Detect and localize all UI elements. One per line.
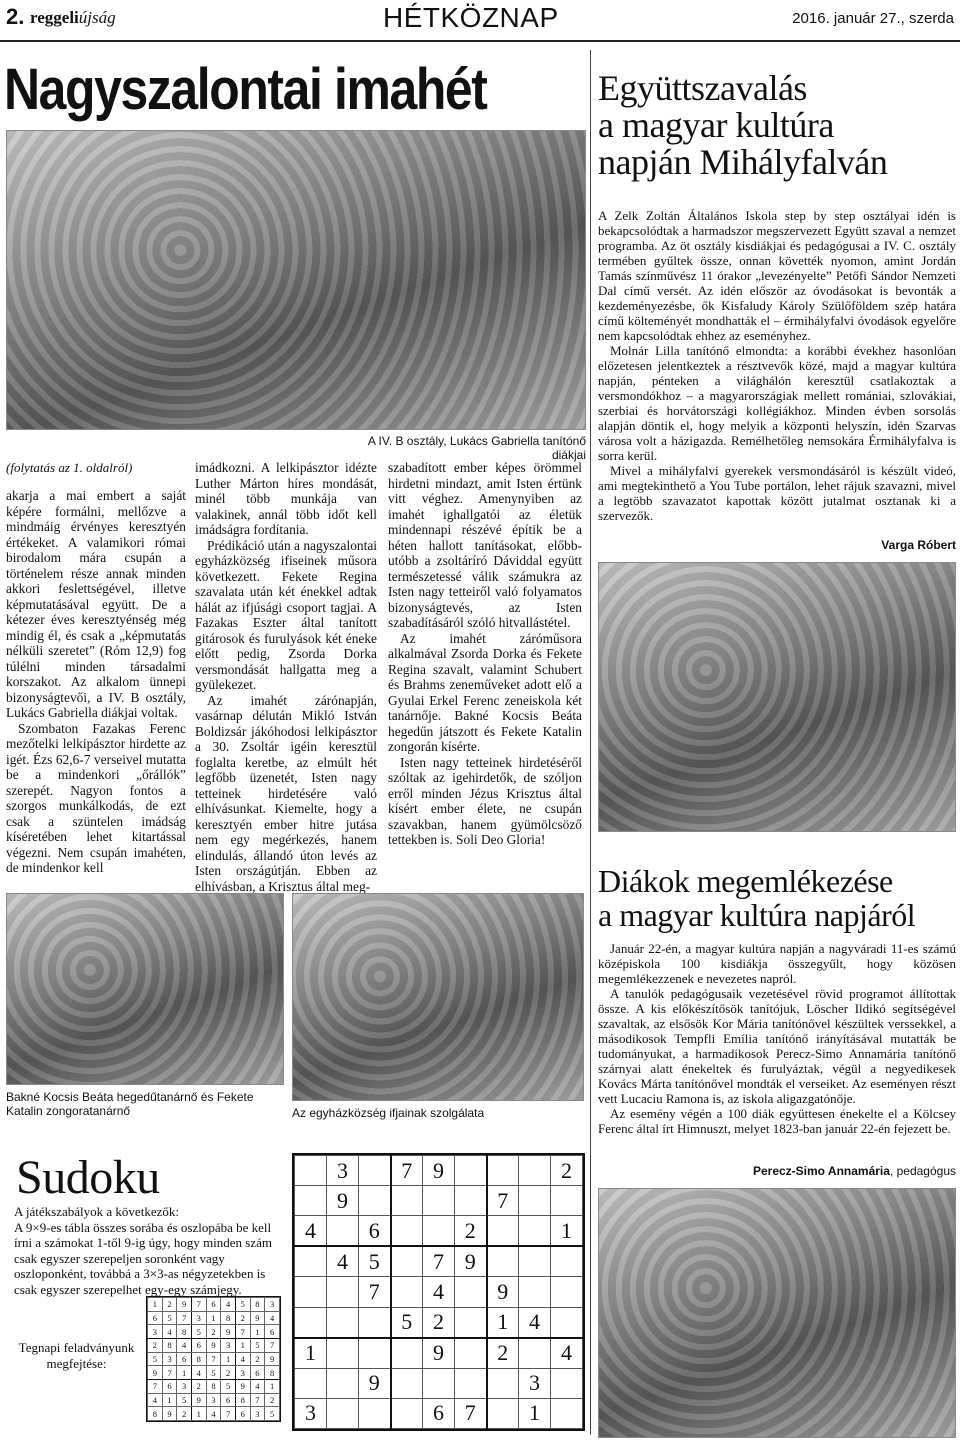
- solution-cell: 5: [221, 1379, 236, 1393]
- sudoku-cell[interactable]: [519, 1216, 551, 1247]
- sudoku-cell[interactable]: 4: [295, 1216, 327, 1247]
- solution-cell: 9: [148, 1366, 163, 1380]
- body-paragraph: Az esemény végén a 100 diák együttesen énekelte el a Kölcsey Ferenc által írt Himnuszt, melyet 1823-ban január 22-én fejezett be.: [598, 1106, 956, 1136]
- sudoku-cell[interactable]: 9: [455, 1246, 487, 1277]
- sudoku-cell[interactable]: [327, 1216, 359, 1247]
- sudoku-cell[interactable]: 9: [487, 1277, 519, 1307]
- title-line: napján Mihályfalván: [598, 142, 888, 182]
- sudoku-cell[interactable]: 7: [455, 1398, 487, 1428]
- sudoku-cell[interactable]: [487, 1368, 519, 1398]
- solution-cell: 4: [162, 1325, 177, 1339]
- sudoku-cell[interactable]: [487, 1398, 519, 1428]
- sudoku-cell[interactable]: 4: [551, 1338, 583, 1369]
- solution-cell: 5: [235, 1298, 250, 1312]
- sudoku-cell[interactable]: [487, 1216, 519, 1247]
- solution-cell: 9: [177, 1298, 192, 1312]
- sudoku-cell[interactable]: 4: [423, 1277, 455, 1307]
- photo-caption-musicians: Bakné Kocsis Beáta hegedűtanárnő és Fekete Katalin zongoratanárnő: [6, 1090, 254, 1118]
- signature-name: Perecz-Simo Annamária: [752, 1164, 890, 1178]
- sudoku-cell[interactable]: [295, 1368, 327, 1398]
- sudoku-cell[interactable]: [327, 1338, 359, 1369]
- sudoku-row: [295, 1186, 583, 1216]
- sudoku-cell[interactable]: [391, 1277, 423, 1307]
- solution-row: [148, 1338, 280, 1352]
- col1-paragraph: akarja a mai embert a saját képére formálni, mellőzve a mindmáig érvényes keresztyén értékeket. A valamikori római birodalom mára csupán a történelem része annak minden akkori feslettségével, illetve képmutatásával együtt. De a kétezer éves keresztyénség még mindig él, és csak a „képmutatás nélküli szeretet” (Róm 12,9) fog túlélni minden társadalmi korszakot. Az alkalom ünnepi bizonyságtevői, a IV. B osztály, Lukács Gabriella diákjai voltak.: [6, 488, 186, 720]
- sudoku-cell[interactable]: 1: [519, 1398, 551, 1428]
- solution-cell: 5: [148, 1352, 163, 1366]
- col3-paragraph: szabadított ember képes örömmel hirdetni mindazt, amit Isten értünk vitt véghez. Amenynyiben az imahét ighallgatói az életük mindennapi részévé építik be a héten hallott tanításokat, előbb-utóbb a zsoltáríró Dáviddal együtt természetessé válik számukra az Isten nagy tetteiről való folyamatos bizonyságtevés, az Isten szabadításáról szóló hitvallástétel.: [388, 460, 582, 630]
- solution-cell: 7: [235, 1325, 250, 1339]
- solution-cell: 5: [191, 1325, 206, 1339]
- sudoku-cell[interactable]: [295, 1246, 327, 1277]
- sudoku-cell[interactable]: [551, 1368, 583, 1398]
- sudoku-cell[interactable]: 7: [423, 1246, 455, 1277]
- sudoku-cell[interactable]: 5: [391, 1307, 423, 1338]
- sudoku-row: [295, 1246, 583, 1277]
- sudoku-cell[interactable]: [487, 1156, 519, 1186]
- sudoku-cell[interactable]: 7: [391, 1156, 423, 1186]
- sudoku-cell[interactable]: [391, 1216, 423, 1247]
- solution-cell: 3: [162, 1352, 177, 1366]
- sudoku-cell[interactable]: [391, 1246, 423, 1277]
- solution-label: Tegnapi feladványunk megfejtése:: [18, 1340, 135, 1371]
- solution-cell: 6: [250, 1366, 265, 1380]
- sudoku-row: [295, 1216, 583, 1247]
- solution-cell: 7: [162, 1366, 177, 1380]
- solution-row: [148, 1352, 280, 1366]
- sudoku-cell[interactable]: [359, 1338, 391, 1369]
- author-signature-2: [598, 1164, 956, 1178]
- solution-cell: 1: [221, 1352, 236, 1366]
- sudoku-cell[interactable]: [327, 1277, 359, 1307]
- solution-cell: 8: [221, 1311, 236, 1325]
- sudoku-cell[interactable]: [455, 1307, 487, 1338]
- solution-cell: 2: [177, 1407, 192, 1421]
- solution-row: [148, 1379, 280, 1393]
- solution-cell: 4: [265, 1311, 280, 1325]
- continued-note: (folytatás az 1. oldalról): [6, 460, 133, 475]
- sudoku-row: [295, 1156, 583, 1186]
- solution-cell: 6: [265, 1325, 280, 1339]
- brand-main: reggeli: [30, 8, 79, 27]
- solution-cell: 2: [250, 1352, 265, 1366]
- solution-cell: 2: [162, 1298, 177, 1312]
- solution-cell: 1: [148, 1298, 163, 1312]
- sudoku-cell[interactable]: 6: [423, 1398, 455, 1428]
- brand-accent: újság: [78, 8, 116, 27]
- solution-cell: 3: [265, 1298, 280, 1312]
- author-signature: Varga Róbert: [881, 538, 956, 552]
- sudoku-puzzle-grid[interactable]: [292, 1153, 585, 1431]
- solution-cell: 2: [191, 1379, 206, 1393]
- solution-cell: 6: [235, 1407, 250, 1421]
- article-column-2: [195, 460, 377, 894]
- solution-cell: 3: [235, 1366, 250, 1380]
- sudoku-cell[interactable]: [359, 1398, 391, 1428]
- sudoku-cell[interactable]: [455, 1368, 487, 1398]
- solution-cell: 9: [191, 1393, 206, 1407]
- solution-cell: 5: [265, 1407, 280, 1421]
- sudoku-cell[interactable]: [423, 1186, 455, 1216]
- solution-cell: 4: [250, 1379, 265, 1393]
- solution-row: [148, 1298, 280, 1312]
- sudoku-cell[interactable]: 9: [423, 1156, 455, 1186]
- sudoku-cell[interactable]: [423, 1368, 455, 1398]
- sudoku-cell[interactable]: [327, 1307, 359, 1338]
- col2-paragraph: Az imahét zárónapján, vasárnap délután Mikló István Boldizsár jákóhodosi lelkipásztor a 30. Zsoltár igéin keresztül foglalta keretbe, az elmúlt hét legfőbb üzenetét, Isten nagy tetteinek hirdetésére való elhívásunkat. Kiemelte, hogy a keresztyén ember hitre jutása nem egy megérkezés, hanem elindulás, állandó úton levés az Isten országútján. Ebben az elhívásban, a Krisztus által meg-: [195, 692, 377, 894]
- sudoku-cell[interactable]: [519, 1246, 551, 1277]
- right-article-2-body: [598, 941, 956, 1161]
- sudoku-cell[interactable]: [327, 1398, 359, 1428]
- solution-row: [148, 1325, 280, 1339]
- sudoku-cell[interactable]: 3: [327, 1156, 359, 1186]
- sudoku-title: Sudoku: [16, 1151, 160, 1204]
- solution-cell: 3: [148, 1325, 163, 1339]
- title-line: a magyar kultúra: [598, 105, 834, 145]
- column-divider: [590, 50, 591, 1435]
- col1-paragraph: Szombaton Fazakas Ferenc mezőtelki lelkipásztor hirdette az igét. Ézs 62,6-7 verseivel mutatta be a mindenkori „őrállók” szerepét. Nagyon fontos a szorgos munkálkodás, de ezt csak a szüntelen imádság kíséretében lehet kitartással végezni. Nem csupán imahéten, de mindenkor kell: [6, 720, 186, 875]
- sudoku-cell[interactable]: [295, 1156, 327, 1186]
- main-article-title: Nagyszalontai imahét: [4, 57, 487, 122]
- title-line: Diákok megemlékezése: [598, 863, 893, 899]
- sudoku-cell[interactable]: 2: [455, 1216, 487, 1247]
- sudoku-cell[interactable]: [359, 1307, 391, 1338]
- solution-cell: 6: [162, 1379, 177, 1393]
- solution-cell: 2: [206, 1325, 221, 1339]
- sudoku-cell[interactable]: [487, 1246, 519, 1277]
- solution-cell: 1: [265, 1379, 280, 1393]
- solution-cell: 1: [191, 1407, 206, 1421]
- solution-row: [148, 1311, 280, 1325]
- solution-cell: 8: [148, 1407, 163, 1421]
- sudoku-cell[interactable]: 4: [519, 1307, 551, 1338]
- sudoku-cell[interactable]: 5: [359, 1246, 391, 1277]
- header-rule: [0, 40, 960, 42]
- solution-cell: 3: [191, 1311, 206, 1325]
- solution-cell: 2: [235, 1311, 250, 1325]
- solution-cell: 3: [206, 1393, 221, 1407]
- sudoku-cell[interactable]: 9: [359, 1368, 391, 1398]
- solution-cell: 4: [206, 1407, 221, 1421]
- sudoku-rules: [14, 1204, 284, 1297]
- solution-cell: 1: [235, 1338, 250, 1352]
- solution-cell: 8: [162, 1338, 177, 1352]
- signature-role: , pedagógus: [889, 1164, 956, 1178]
- right-article-2-title: [598, 864, 958, 932]
- section-title: HÉTKÖZNAP: [383, 2, 559, 33]
- sudoku-cell[interactable]: [519, 1338, 551, 1369]
- sudoku-cell[interactable]: 6: [359, 1216, 391, 1247]
- sudoku-cell[interactable]: 9: [327, 1186, 359, 1216]
- solution-cell: 6: [191, 1338, 206, 1352]
- sudoku-cell[interactable]: [455, 1186, 487, 1216]
- solution-cell: 1: [250, 1325, 265, 1339]
- solution-cell: 5: [177, 1393, 192, 1407]
- solution-cell: 2: [221, 1366, 236, 1380]
- musicians-photo: [6, 893, 284, 1085]
- sudoku-cell[interactable]: [391, 1338, 423, 1369]
- solution-cell: 2: [265, 1393, 280, 1407]
- solution-cell: 1: [162, 1393, 177, 1407]
- solution-cell: 8: [191, 1352, 206, 1366]
- sudoku-cell[interactable]: 4: [327, 1246, 359, 1277]
- sudoku-cell[interactable]: [295, 1307, 327, 1338]
- sudoku-cell[interactable]: [455, 1277, 487, 1307]
- solution-cell: 9: [250, 1311, 265, 1325]
- youth-service-photo: [292, 893, 584, 1101]
- solution-cell: 4: [148, 1393, 163, 1407]
- issue-date: 2016. január 27., szerda: [792, 10, 954, 27]
- solution-cell: 8: [177, 1325, 192, 1339]
- solution-cell: 8: [250, 1298, 265, 1312]
- sudoku-cell[interactable]: 3: [295, 1398, 327, 1428]
- sudoku-cell[interactable]: [295, 1186, 327, 1216]
- solution-row: [148, 1366, 280, 1380]
- solution-cell: 8: [206, 1379, 221, 1393]
- col3-paragraph: Isten nagy tetteinek hirdetéséről szóltak az igehirdetők, de szóljon erről minden Jézus Krisztus által kísért ember élete, ne csupán szavakban, hanem gyümölcsöző tettekben is. Soli Deo Gloria!: [388, 754, 582, 847]
- solution-cell: 9: [235, 1379, 250, 1393]
- solution-cell: 7: [177, 1311, 192, 1325]
- title-line: a magyar kultúra napjáról: [598, 897, 916, 933]
- sudoku-cell[interactable]: [551, 1277, 583, 1307]
- sudoku-cell[interactable]: 1: [487, 1307, 519, 1338]
- sudoku-cell[interactable]: [519, 1186, 551, 1216]
- solution-cell: 8: [235, 1393, 250, 1407]
- sudoku-cell[interactable]: [359, 1156, 391, 1186]
- solution-cell: 6: [148, 1311, 163, 1325]
- sudoku-cell[interactable]: [551, 1398, 583, 1428]
- solution-cell: 9: [265, 1352, 280, 1366]
- solution-cell: 6: [177, 1352, 192, 1366]
- col3-paragraph: Az imahét záróműsora alkalmával Zsorda Dorka és Fekete Regina szavalt, valamint Schubert és Brahms zeneműveket adott elő a Gyulai Erkel Ferenc zeneiskola két tanárnője. Bakné Kocsis Beáta hegedűn játszott és Fekete Katalin zongorán kísérte.: [388, 630, 582, 754]
- newspaper-brand: [30, 8, 116, 28]
- schoolchildren-photo: [598, 562, 956, 832]
- title-line: Együttszavalás: [598, 68, 807, 108]
- body-paragraph: A tanulók pedagógusaik vezetésével rövid programot állítottak össze. A kis előkészítősök tanítójuk, Löscher Ildikó segítségével szavaltak, az elsősök Kor Mária tanítónővel készültek verssekkel, a másodikosok Tempfli Emília tanítónő irányításával mutatták be tudományukat, a harmadikosok Perecz-Simo Annamária tanítónő szárnyai alatt énekeltek és furulyáztak, végül a negyedikesek Kovács Márta tanítónővel mondták el verseiket. Az eseményen részt vett Lucaciu Ramona is, az iskola aligazgatónője.: [598, 986, 956, 1106]
- solution-cell: 5: [250, 1338, 265, 1352]
- body-paragraph: Molnár Lilla tanítónő elmondta: a korábbi évekhez hasonlóan előzetesen jelentkeztek a résztvevők közé, majd a magyar kultúra napján, pénteken a világhálón keresztül csatlakoztak a versmondókhoz – a magyarországiak mellett romániai, szlovákiai, szerbiai és horvátországi kollégiákhoz. Minden évben sorsolás alapján döntik el, hogy melyik a központi helyszín, idén Szarvas városa volt a házigazda. Remélhetőleg nemsokára Érmihályfalva is sorra kerül.: [598, 343, 956, 463]
- sudoku-cell[interactable]: 7: [487, 1186, 519, 1216]
- sudoku-cell[interactable]: 1: [551, 1216, 583, 1247]
- solution-cell: 9: [221, 1325, 236, 1339]
- sudoku-solution-grid: [146, 1296, 281, 1422]
- sudoku-cell[interactable]: [423, 1216, 455, 1247]
- sudoku-cell[interactable]: [359, 1186, 391, 1216]
- solution-cell: 1: [206, 1311, 221, 1325]
- solution-cell: 7: [191, 1298, 206, 1312]
- sudoku-cell[interactable]: [391, 1398, 423, 1428]
- solution-cell: 5: [206, 1366, 221, 1380]
- page-number: 2.: [6, 4, 25, 29]
- solution-cell: 4: [177, 1338, 192, 1352]
- solution-cell: 9: [162, 1407, 177, 1421]
- sudoku-cell[interactable]: 7: [359, 1277, 391, 1307]
- article-column-3: [388, 460, 582, 883]
- solution-cell: 4: [221, 1298, 236, 1312]
- assembly-photo: [598, 1188, 956, 1438]
- solution-cell: 6: [206, 1298, 221, 1312]
- solution-cell: 4: [235, 1352, 250, 1366]
- solution-cell: 4: [191, 1366, 206, 1380]
- church-choir-photo: [6, 130, 586, 430]
- solution-cell: 9: [206, 1338, 221, 1352]
- solution-cell: 7: [265, 1338, 280, 1352]
- sudoku-cell[interactable]: [391, 1368, 423, 1398]
- sudoku-cell[interactable]: 9: [423, 1338, 455, 1369]
- sudoku-cell[interactable]: 1: [295, 1338, 327, 1369]
- solution-cell: 2: [148, 1338, 163, 1352]
- sudoku-cell[interactable]: [327, 1368, 359, 1398]
- solution-cell: 7: [250, 1393, 265, 1407]
- solution-cell: 7: [206, 1352, 221, 1366]
- sudoku-cell[interactable]: [391, 1186, 423, 1216]
- body-paragraph: Január 22-én, a magyar kultúra napján a nagyváradi 11-es számú középiskola 100 kisdiákja összegyűlt, hogy közösen megemlékezzenek e nevezetes napról.: [598, 941, 956, 986]
- solution-row: [148, 1393, 280, 1407]
- col2-paragraph: Prédikáció után a nagyszalontai egyházközség ifiseinek műsora következett. Fekete Regina szavalata után két énekkel adtak hálát az ifjúsági csoport tagjai. A Fazakas Eszter által tanított gitárosok és furulyások két éneke előtt pedig, Zsorda Dorka versmondását hallgatta meg a gyülekezet.: [195, 537, 377, 692]
- sudoku-cell[interactable]: [519, 1277, 551, 1307]
- sudoku-cell[interactable]: 2: [423, 1307, 455, 1338]
- body-paragraph: A Zelk Zoltán Általános Iskola step by step osztályai idén is bekapcsolódtak a harmadszor megszervezett Együtt szaval a nemzet programba. Az öt osztály kisdiákjai és pedagógusai a IV. C. osztály termében gyűltek össze, onnan követték nyomon, amint Jordán Tamás színművész 11 órakor „levezényelte” Petőfi Sándor Nemzeti Dal című versét. Az idén először az óvodásokat is bevonták a kezdeményezésbe, ők Kisfaludy Károly Szülőföldem szép határa című költeményét mondhatták el – érmihályfalvi óvodások egyelőre nem kapcsolódtak ehhez az eseményhez.: [598, 208, 956, 343]
- sudoku-row: [295, 1277, 583, 1307]
- sudoku-row: [295, 1307, 583, 1338]
- solution-cell: 7: [148, 1379, 163, 1393]
- sudoku-cell[interactable]: [551, 1307, 583, 1338]
- sudoku-cell[interactable]: [455, 1156, 487, 1186]
- sudoku-cell[interactable]: [551, 1246, 583, 1277]
- sudoku-cell[interactable]: [455, 1338, 487, 1369]
- sudoku-cell[interactable]: 2: [487, 1338, 519, 1369]
- rules-heading: A játékszabályok a következők:: [14, 1204, 179, 1219]
- solution-cell: 3: [250, 1407, 265, 1421]
- solution-cell: 5: [162, 1311, 177, 1325]
- sudoku-row: [295, 1398, 583, 1428]
- solution-cell: 1: [177, 1366, 192, 1380]
- sudoku-cell[interactable]: [295, 1277, 327, 1307]
- solution-row: [148, 1407, 280, 1421]
- right-article-1-body: [598, 208, 956, 533]
- solution-cell: 3: [221, 1338, 236, 1352]
- solution-cell: 3: [177, 1379, 192, 1393]
- sudoku-cell[interactable]: [519, 1156, 551, 1186]
- sudoku-row: [295, 1338, 583, 1369]
- sudoku-cell[interactable]: 3: [519, 1368, 551, 1398]
- solution-cell: 8: [265, 1366, 280, 1380]
- right-article-1-title: [598, 70, 958, 181]
- photo-caption-choir: A IV. B osztály, Lukács Gabriella tanítónő diákjai: [367, 434, 586, 462]
- sudoku-cell[interactable]: [551, 1186, 583, 1216]
- solution-cell: 6: [221, 1393, 236, 1407]
- rules-text: A 9×9-es tábla összes sorába és oszlopába be kell írni a számokat 1-től 9-ig úgy, hogy minden szám csak egyszer szerepeljen soronként vagy oszloponként, továbbá a 3×3-as négyzetekben is csak egyszer szerepelhet egy-egy számjegy.: [14, 1219, 273, 1297]
- solution-cell: 7: [221, 1407, 236, 1421]
- body-paragraph: Mivel a mihályfalvi gyerekek versmondásáról is készült videó, ami megtekinthető a You Tube portálon, lehet rájuk szavazni, mivel a legtöbb szavazatot kapottak között jutalmat osztanak ki a szervezők.: [598, 463, 956, 523]
- sudoku-row: [295, 1368, 583, 1398]
- photo-caption-youth: Az egyházközség ifjainak szolgálata: [292, 1106, 485, 1120]
- article-column-1: [6, 488, 186, 883]
- sudoku-cell[interactable]: 2: [551, 1156, 583, 1186]
- col2-paragraph: imádkozni. A lelkipásztor idézte Luther Márton híres mondását, minél több munkája van valakinek, annál több időt kell imádságra fordítania.: [195, 460, 377, 537]
